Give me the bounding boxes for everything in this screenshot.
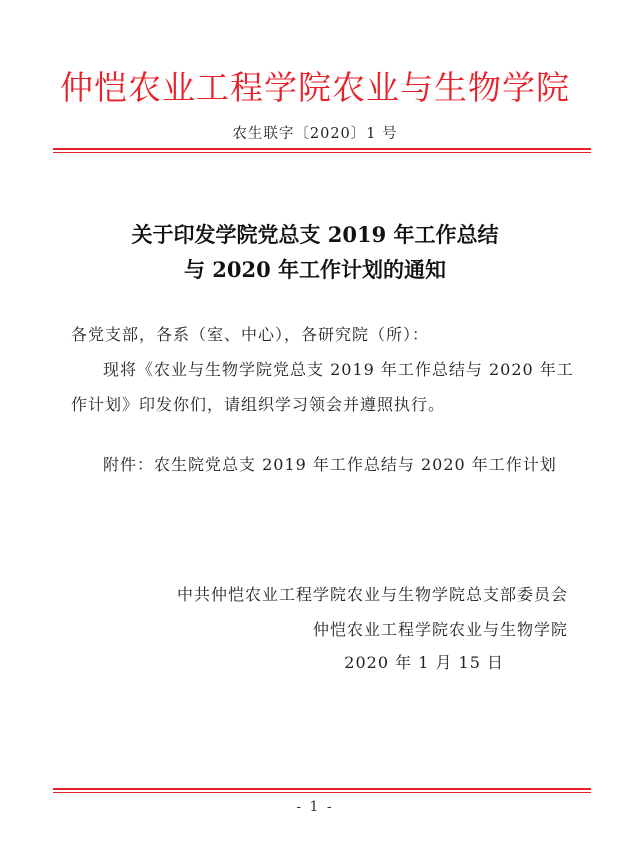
attachment-note: 附件：农生院党总支 2019 年工作总结与 2020 年工作计划 — [103, 455, 557, 474]
body-paragraph-line-2: 作计划》印发你们，请组织学习领会并遵照执行。 — [71, 395, 446, 414]
header-divider — [53, 148, 591, 153]
signature-issuer-party-committee: 中共仲恺农业工程学院农业与生物学院总支部委员会 — [176, 585, 568, 604]
issuing-organization-header: 仲恺农业工程学院农业与生物学院 — [60, 68, 570, 107]
salutation: 各党支部，各系（室、中心），各研究院（所）： — [71, 325, 430, 344]
page-number: - 1 - — [296, 799, 334, 815]
signature-date: 2020 年 1 月 15 日 — [344, 653, 504, 672]
footer-divider — [53, 788, 591, 793]
document-title-line-1: 关于印发学院党总支 2019 年工作总结 — [131, 222, 499, 247]
document-title-line-2: 与 2020 年工作计划的通知 — [183, 257, 447, 282]
document-number: 农生联字〔2020〕1 号 — [232, 126, 398, 142]
signature-issuer-college: 仲恺农业工程学院农业与生物学院 — [312, 620, 568, 639]
body-paragraph-line-1: 现将《农业与生物学院党总支 2019 年工作总结与 2020 年工 — [103, 360, 574, 379]
